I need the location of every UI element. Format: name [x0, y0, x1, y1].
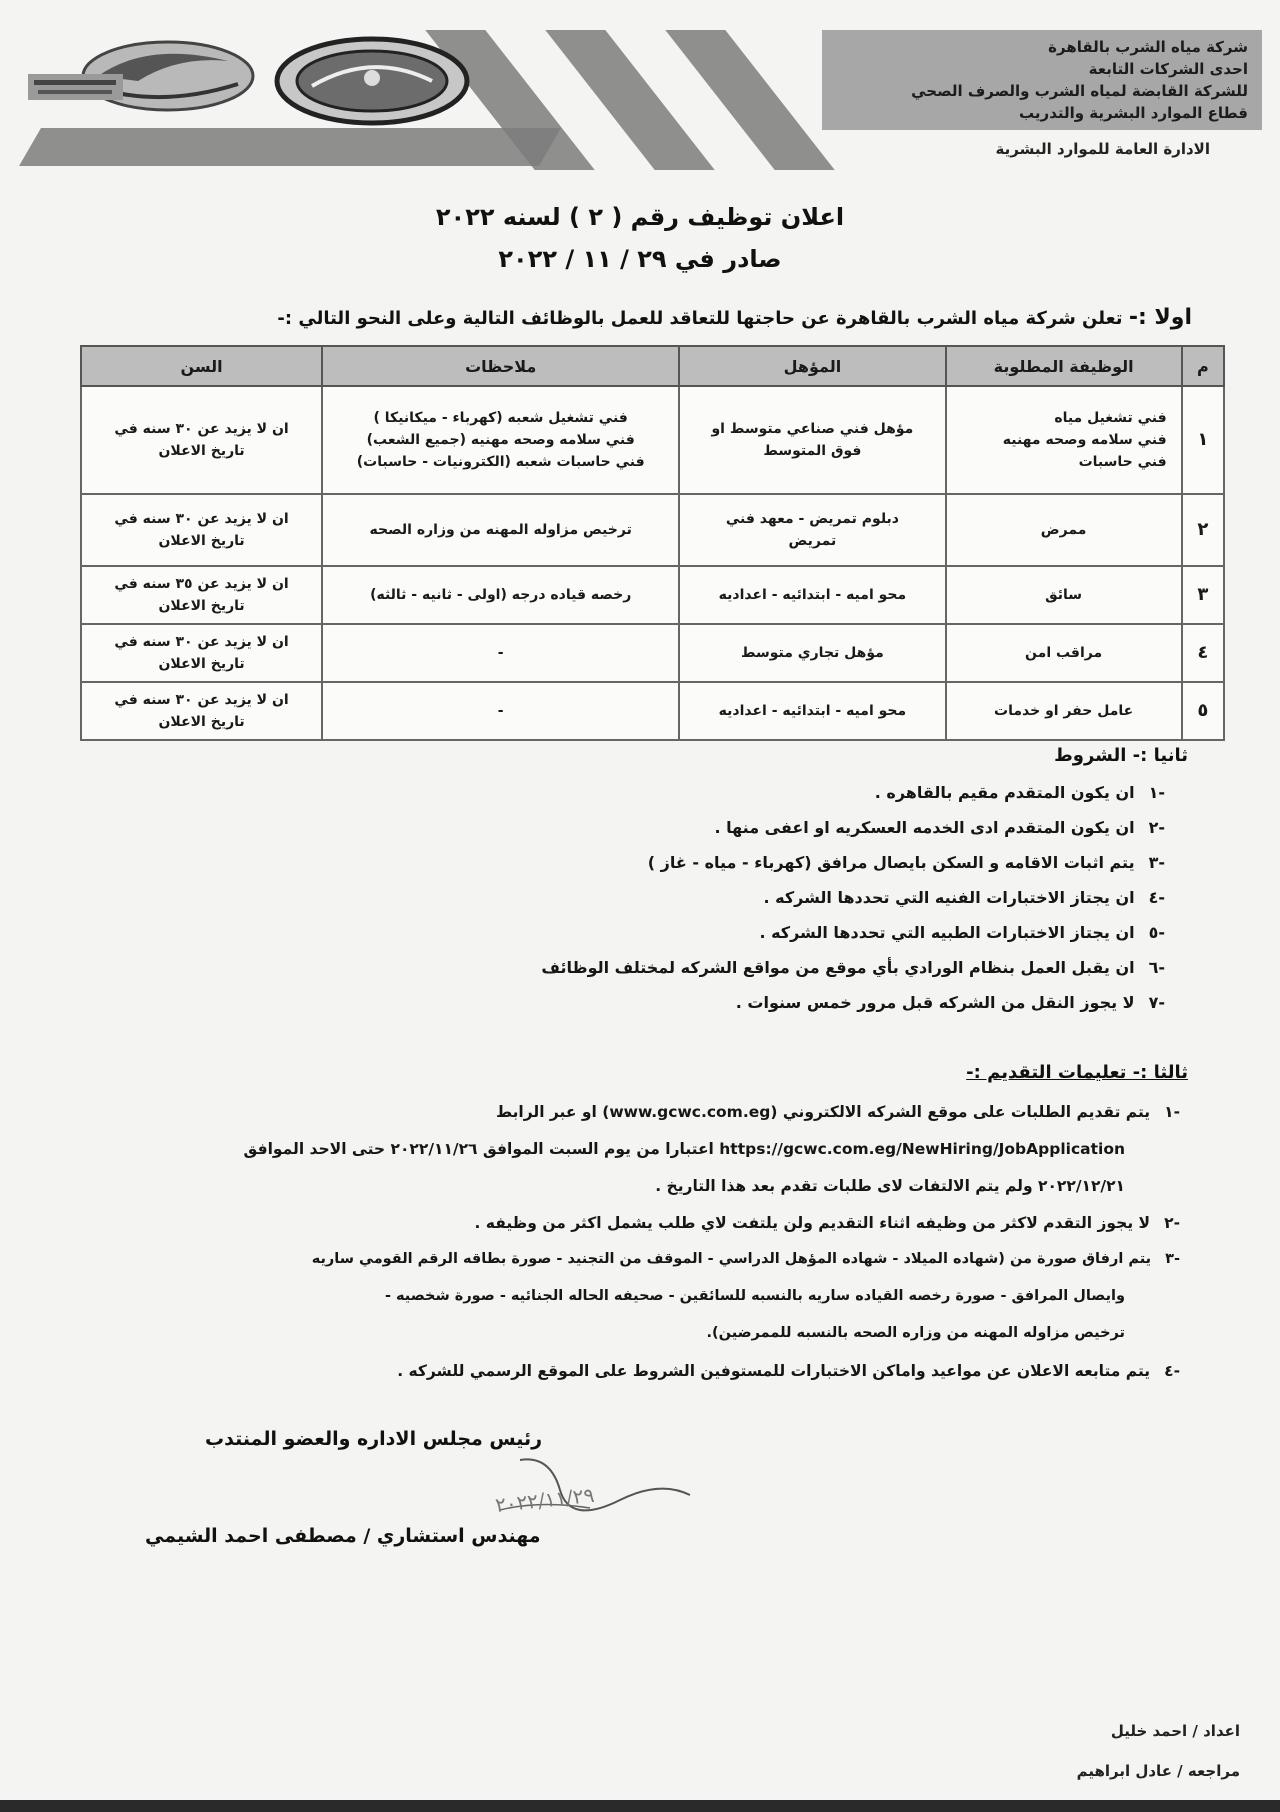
job-title: سائق	[1045, 587, 1083, 603]
table-row	[81, 682, 1224, 740]
announcement-date: صادر في ٢٩ / ١١ / ٢٠٢٢	[498, 245, 782, 273]
row-number: ١	[1182, 386, 1224, 494]
signatory-title: رئيس مجلس الاداره والعضو المنتدب	[205, 1428, 543, 1450]
instruction-item	[496, 1103, 1180, 1121]
table-row	[81, 624, 1224, 682]
qualification-cell	[679, 682, 945, 740]
item-number: -١	[1164, 1103, 1180, 1121]
instruction-item	[475, 1214, 1180, 1232]
column-header: السن	[81, 346, 322, 386]
column-header: ملاحظات	[322, 346, 679, 386]
condition-text: ان يكون المتقدم مقيم بالقاهره .	[874, 783, 1135, 802]
intro-lead: اولا :-	[1128, 305, 1192, 330]
note: -	[497, 703, 504, 719]
note: فني حاسبات شعبه (الكترونيات - حاسبات)	[356, 454, 645, 470]
signatory-name: مهندس استشاري / مصطفى احمد الشيمي	[145, 1525, 541, 1547]
job-title-cell	[946, 682, 1182, 740]
qualification: محو اميه - ابتدائيه - اعداديه	[718, 703, 907, 719]
age-limit: تاريخ الاعلان	[158, 533, 245, 549]
condition-text: يتم اثبات الاقامه و السكن بايصال مرافق (كهرباء - مياه - غاز )	[647, 853, 1135, 872]
age-limit: تاريخ الاعلان	[158, 656, 245, 672]
company-line: قطاع الموارد البشرية والتدريب	[1019, 104, 1248, 122]
hr-department: الادارة العامة للموارد البشرية	[995, 140, 1210, 158]
condition-item	[541, 958, 1165, 977]
notes-cell	[322, 494, 679, 566]
note: فني سلامه وصحه مهنيه (جميع الشعب)	[366, 432, 635, 448]
page-bottom-edge	[0, 1800, 1280, 1812]
notes-cell	[322, 682, 679, 740]
age-limit: ان لا يزيد عن ٣٠ سنه في	[114, 692, 289, 708]
row-number: ٢	[1182, 494, 1224, 566]
job-title: مراقب امن	[1025, 645, 1103, 661]
table-header-row	[81, 346, 1224, 386]
note: ترخيص مزاوله المهنه من وزاره الصحه	[369, 522, 632, 538]
note: -	[497, 645, 504, 661]
qualification: تمريض	[788, 533, 837, 549]
qualification-cell	[679, 386, 945, 494]
company-line: للشركة القابضة لمياه الشرب والصرف الصحي	[911, 82, 1248, 100]
qualification: مؤهل تجاري متوسط	[741, 645, 884, 661]
intro-text: تعلن شركة مياه الشرب بالقاهرة عن حاجتها للتعاقد للعمل بالوظائف التالية وعلى النحو التالي :-	[277, 308, 1123, 329]
job-title: ممرض	[1040, 522, 1087, 538]
column-header: الوظيفة المطلوبة	[946, 346, 1182, 386]
item-number: -١	[1148, 783, 1165, 802]
age-limit: تاريخ الاعلان	[158, 598, 245, 614]
header-stripe	[19, 128, 561, 166]
job-title-cell	[946, 624, 1182, 682]
age-limit: ان لا يزيد عن ٣٠ سنه في	[114, 511, 289, 527]
condition-item	[736, 993, 1165, 1012]
instruction-text: يتم متابعه الاعلان عن مواعيد واماكن الاختبارات للمستوفين الشروط على الموقع الرسمي للشركه .	[397, 1362, 1151, 1380]
instruction-text: يتم تقديم الطلبات على موقع الشركه الالكتروني (www.gcwc.com.eg) او عبر الرابط	[496, 1103, 1151, 1121]
table-row	[81, 494, 1224, 566]
condition-text: ان يقبل العمل بنظام الورادي بأي موقع من مواقع الشركه لمختلف الوظائف	[541, 958, 1135, 977]
condition-item	[875, 783, 1165, 802]
qualification-cell	[679, 494, 945, 566]
job-title: عامل حفر او خدمات	[994, 703, 1134, 719]
notes-cell	[322, 386, 679, 494]
notes-cell	[322, 624, 679, 682]
age-limit: ان لا يزيد عن ٣٠ سنه في	[114, 421, 289, 437]
jobs-table	[80, 345, 1225, 741]
note: رخصه قياده درجه (اولى - ثانيه - ثالثه)	[370, 587, 632, 603]
job-title-cell	[946, 494, 1182, 566]
instruction-text: وايصال المرافق - صورة رخصه القياده ساريه بالنسبه للسائقين - صحيفه الحاله الجنائيه - صورة شخصيه -	[384, 1288, 1125, 1304]
condition-item	[759, 923, 1165, 942]
condition-text: ان يجتاز الاختبارات الفنيه التي تحددها الشركه .	[763, 888, 1135, 907]
age-cell	[81, 682, 322, 740]
instruction-text: https://gcwc.com.eg/NewHiring/JobApplication اعتبارا من يوم السبت الموافق ٢٠٢٢/١١/٢٦ حتى الاحد الموافق	[243, 1140, 1125, 1158]
company-line: شركة مياه الشرب بالقاهرة	[1048, 38, 1248, 56]
item-number: -٦	[1148, 958, 1165, 977]
table-row	[81, 386, 1224, 494]
qualification-cell	[679, 566, 945, 624]
qualification: فوق المتوسط	[763, 443, 862, 459]
item-number: -٥	[1148, 923, 1165, 942]
item-number: -٤	[1148, 888, 1165, 907]
row-number: ٣	[1182, 566, 1224, 624]
age-limit: ان لا يزيد عن ٣٠ سنه في	[114, 634, 289, 650]
holding-company-logo	[28, 36, 258, 120]
age-cell	[81, 494, 322, 566]
age-cell	[81, 624, 322, 682]
instruction-text: ٢٠٢٢/١٢/٢١ ولم يتم الالتفات لاى طلبات تقدم بعد هذا التاريخ .	[655, 1177, 1125, 1195]
job-title: فني سلامه وصحه مهنيه	[1002, 432, 1167, 448]
company-name-block	[822, 30, 1262, 130]
item-number: -٣	[1148, 853, 1165, 872]
condition-item	[764, 888, 1166, 907]
condition-text: ان يكون المتقدم ادى الخدمه العسكريه او اعفى منها .	[714, 818, 1135, 837]
condition-text: لا يجوز النقل من الشركه قبل مرور خمس سنوات .	[735, 993, 1135, 1012]
note: فني تشغيل شعبه (كهرباء - ميكانيكا )	[373, 410, 628, 426]
instruction-item	[312, 1251, 1180, 1267]
qualification: مؤهل فني صناعي متوسط او	[711, 421, 914, 437]
age-cell	[81, 386, 322, 494]
conditions-title: ثانيا :- الشروط	[1054, 745, 1188, 766]
item-number: -٤	[1164, 1362, 1180, 1380]
qualification: دبلوم تمريض - معهد فني	[725, 511, 899, 527]
age-limit: ان لا يزيد عن ٣٥ سنه في	[114, 576, 289, 592]
column-header: م	[1182, 346, 1224, 386]
signature-date: ٢٠٢٢/١١/٢٩	[494, 1482, 596, 1518]
reviewed-by: مراجعه / عادل ابراهيم	[1076, 1762, 1240, 1780]
column-header: المؤهل	[679, 346, 945, 386]
job-title: فني حاسبات	[1078, 454, 1167, 470]
instruction-text: يتم ارفاق صورة من (شهاده الميلاد - شهاده المؤهل الدراسي - الموقف من التجنيد - صورة بطاقه الرقم القومي ساريه	[311, 1251, 1152, 1267]
job-title-cell	[946, 386, 1182, 494]
age-limit: تاريخ الاعلان	[158, 714, 245, 730]
notes-cell	[322, 566, 679, 624]
table-row	[81, 566, 1224, 624]
company-line: احدى الشركات التابعة	[1088, 60, 1248, 78]
item-number: -٧	[1148, 993, 1165, 1012]
announcement-title: اعلان توظيف رقم ( ٢ ) لسنه ٢٠٢٢	[435, 203, 845, 231]
age-cell	[81, 566, 322, 624]
condition-text: ان يجتاز الاختبارات الطبيه التي تحددها الشركه .	[759, 923, 1135, 942]
job-title-cell	[946, 566, 1182, 624]
item-number: -٢	[1164, 1214, 1180, 1232]
condition-item	[648, 853, 1165, 872]
row-number: ٥	[1182, 682, 1224, 740]
job-title: فني تشغيل مياه	[1054, 410, 1167, 426]
instruction-text: لا يجوز التقدم لاكثر من وظيفه اثناء التقديم ولن يلتفت لاي طلب يشمل اكثر من وظيفه .	[474, 1214, 1151, 1232]
age-limit: تاريخ الاعلان	[158, 443, 245, 459]
instruction-item	[397, 1362, 1180, 1380]
item-number: -٣	[1165, 1251, 1180, 1267]
prepared-by: اعداد / احمد خليل	[1110, 1722, 1240, 1740]
intro-paragraph	[277, 305, 1192, 330]
qualification: محو اميه - ابتدائيه - اعداديه	[718, 587, 907, 603]
row-number: ٤	[1182, 624, 1224, 682]
item-number: -٢	[1148, 818, 1165, 837]
qualification-cell	[679, 624, 945, 682]
letterhead	[0, 0, 1280, 170]
cairo-water-logo	[272, 36, 472, 130]
instruction-text: ترخيص مزاوله المهنه من وزاره الصحه بالنسبه للممرضين).	[706, 1325, 1125, 1341]
instructions-title: ثالثا :- تعليمات التقديم :-	[966, 1062, 1188, 1083]
condition-item	[714, 818, 1165, 837]
